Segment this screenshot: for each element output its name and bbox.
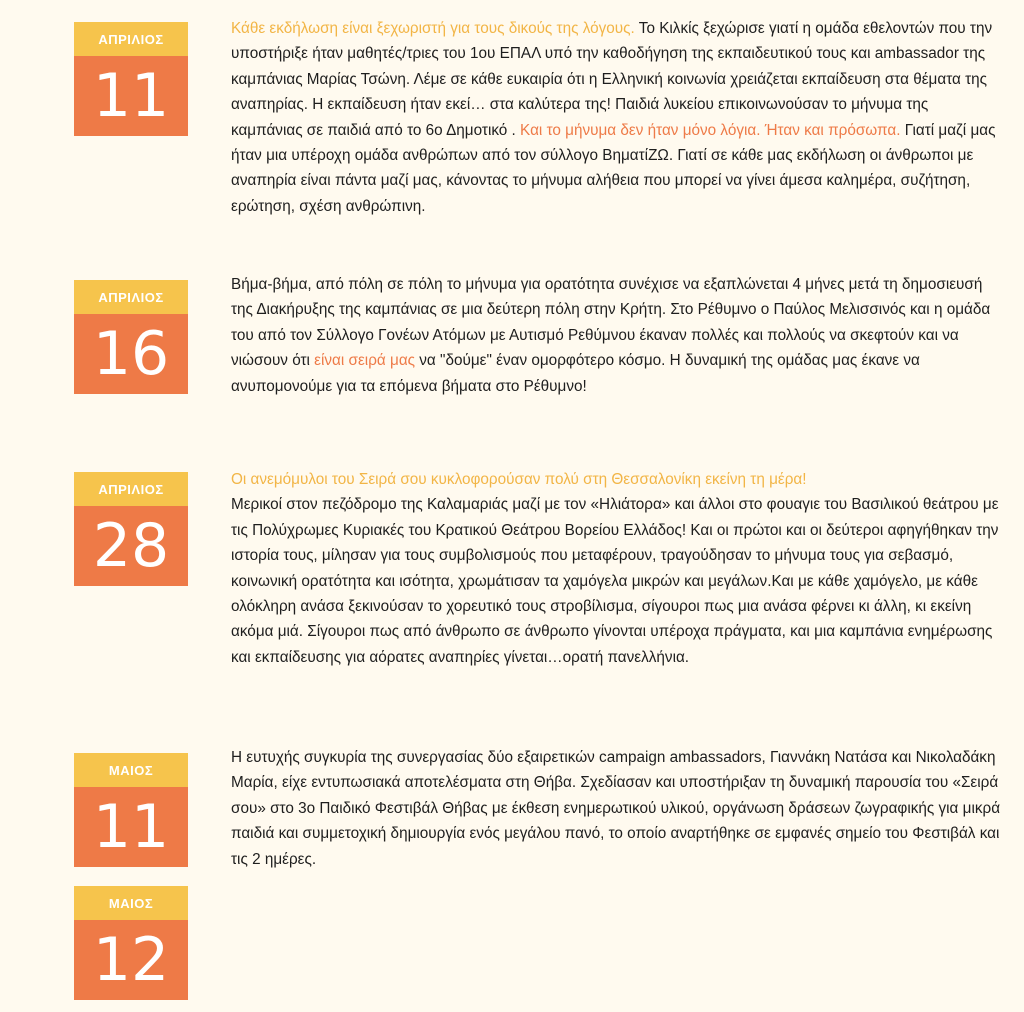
entry-highlight: Κάθε εκδήλωση είναι ξεχωριστή για τους δικούς της λόγους.	[231, 20, 635, 37]
calendar-month: ΑΠΡΙΛΙΟΣ	[74, 280, 188, 314]
entry-kilkis	[231, 16, 1001, 219]
entry-highlight: είναι σειρά μας	[309, 352, 416, 370]
calendar-badge-may-12	[74, 886, 188, 1000]
entry-highlight: Οι ανεμόμυλοι του Σειρά σου κυκλοφορούσαν πολύ στη Θεσσαλονίκη εκείνη τη μέρα!	[231, 471, 807, 488]
calendar-day: 11	[74, 56, 188, 136]
entry-thessaloniki	[231, 467, 1001, 670]
entry-highlight: Και το μήνυμα δεν ήταν μόνο λόγια. Ήταν και πρόσωπα.	[515, 121, 901, 139]
calendar-day: 12	[74, 920, 188, 1000]
entry-text: Η ευτυχής συγκυρία της συνεργασίας δύο εξαιρετικών campaign ambassadors, Γιαννάκη Νατάσα και Νικολαδάκη Μαρία, είχε εντυπωσιακά αποτελέσματα στη Θήβα. Σχεδίασαν και υποστήριξαν τη δυναμική παρουσία του «Σειρά σου» στο 3ο Παιδικό Φεστιβάλ Θήβας με έκθεση ενημερωτικού υλικού, οργάνωση δράσεων ζωγραφικής για μικρά παιδιά και συμμετοχική δημιουργία ενός μεγάλου πανό, το οποίο αναρτήθηκε σε εμφανές σημείο του Φεστιβάλ και τις 2 ημέρες.	[231, 749, 1001, 868]
calendar-month: ΜΑΙΟΣ	[74, 886, 188, 920]
entry-text: Βήμα-βήμα, από πόλη σε πόλη το μήνυμα για ορατότητα συνέχισε να εξαπλώνεται 4 μήνες μετά τη δημοσιευσή της Διακήρυξης της καμπάνιας σε μια δεύτερη πόλη στην Κρήτη. Στο Ρέθυμνο ο Παύλος Μελισσινός και η ομάδα του από τον Σύλλογο Γονέων Ατόμων με Αυτισμό Ρεθύμνου έκαναν πολλές και πολλούς να σκεφτούν και να νιώσουν ότι	[231, 276, 991, 370]
entry-text: Γιατί μαζί μας ήταν μια υπέροχη ομάδα ανθρώπων από τον σύλλογο ΒηματίΖΩ. Γιατί σε κάθε μας εκδήλωση οι άνθρωποι με αναπηρία είναι πάντα μαζί μας, κάνοντας το μήνυμα αλήθεια που μπορεί να γίνει άμεσα καλημέρα, συζήτηση, ερώτηση, σχέση ανθρώπινη.	[231, 121, 996, 215]
calendar-month: ΑΠΡΙΛΙΟΣ	[74, 22, 188, 56]
entry-text: να "δούμε" έναν ομορφότερο κόσμο. Η δυναμική της ομάδας μας έκανε να ανυπομονούμε για τα επόμενα βήματα στο Ρέθυμνο!	[231, 352, 920, 395]
calendar-day: 28	[74, 506, 188, 586]
calendar-day: 16	[74, 314, 188, 394]
calendar-month: ΜΑΙΟΣ	[74, 753, 188, 787]
calendar-day: 11	[74, 787, 188, 867]
calendar-badge-apr-11	[74, 22, 188, 136]
entry-text: Μερικοί στον πεζόδρομο της Καλαμαριάς μαζί με τον «Ηλιάτορα» και άλλοι στο φουαγιε του Βασιλικού θεάτρου με τις Πολύχρωμες Κυριακές του Κρατικού Θεάτρου Βορείου Ελλάδος! Και οι πρώτοι και οι δεύτεροι αφηγήθηκαν την ιστορία τους, μίλησαν για τους συμβολισμούς που μεταφέρουν, τραγούδησαν το μήνυμα τους για σεβασμό, κοινωνική ορατότητα και ισότητα, χρωμάτισαν τα χαμόγελα μικρών και μεγάλων.Και με κάθε χαμόγελο, με κάθε ολόκληρη ανάσα ξεκινούσαν το χορευτικό τους στροβίλισμα, σίγουροι πως μια ανάσα φέρνει κι άλλη, κι εκείνη ακόμα μιά. Σίγουροι πως από άνθρωπο σε άνθρωπο γίνονται υπέροχα πράγματα, και μια καμπάνια ενημέρωσης και εκπαίδευσης για αόρατες αναπηρίες γίνεται…ορατή πανελλήνια.	[231, 496, 999, 666]
calendar-month: ΑΠΡΙΛΙΟΣ	[74, 472, 188, 506]
calendar-badge-apr-28	[74, 472, 188, 586]
entry-text: Το Κιλκίς ξεχώρισε γιατί η ομάδα εθελοντών που την υποστήριξε ήταν μαθητές/τριες του 1ου ΕΠΑΛ υπό την καθοδήγηση της εκπαιδευτικού τους και ambassador της καμπάνιας Μαρίας Τσώνη. Λέμε σε κάθε ευκαιρία ότι η Ελληνική κοινωνία χρειάζεται εκπαίδευση στα θέματα της αναπηρίας. Η εκπαίδευση ήταν εκεί… στα καλύτερα της! Παιδιά λυκείου επικοινωνούσαν το μήνυμα της καμπάνιας σε παιδιά από το 6ο Δημοτικό .	[231, 20, 993, 139]
calendar-badge-may-11	[74, 753, 188, 867]
entry-rethymno	[231, 272, 1001, 399]
entry-thiva	[231, 745, 1001, 872]
calendar-badge-apr-16	[74, 280, 188, 394]
